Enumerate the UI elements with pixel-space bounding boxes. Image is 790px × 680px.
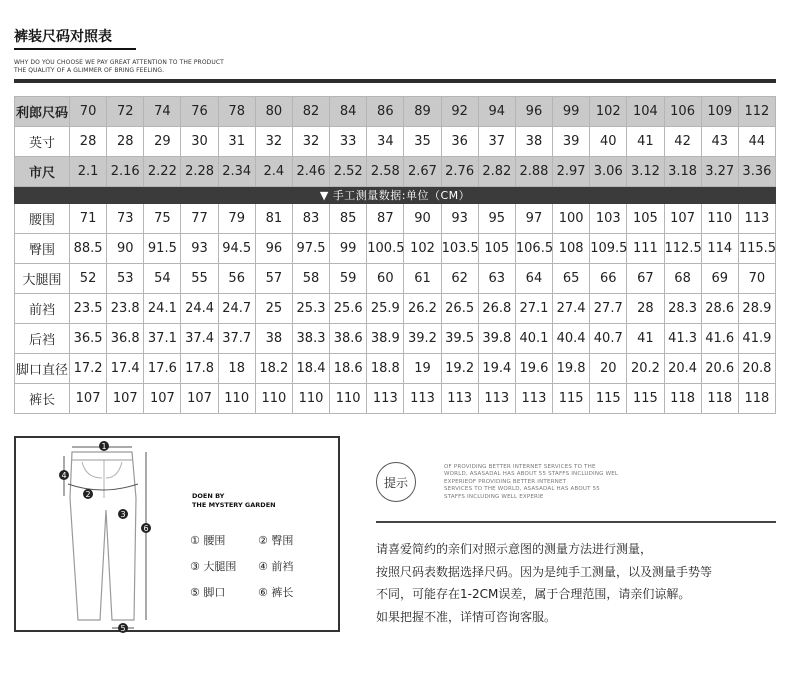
table-cell: 20 xyxy=(590,354,627,384)
marker-2-label: 2 xyxy=(85,490,91,499)
table-row xyxy=(15,234,776,264)
table-row xyxy=(15,294,776,324)
table-cell: 74 xyxy=(144,97,181,127)
table-cell: 113 xyxy=(404,384,441,414)
table-cell: 68 xyxy=(664,264,701,294)
table-cell: 2.52 xyxy=(330,157,367,187)
table-cell: 84 xyxy=(330,97,367,127)
table-cell: 18.2 xyxy=(255,354,292,384)
table-cell: 73 xyxy=(107,204,144,234)
table-cell: 2.58 xyxy=(367,157,404,187)
table-cell: 19.6 xyxy=(515,354,552,384)
table-row xyxy=(15,384,776,414)
table-cell: 40.1 xyxy=(515,324,552,354)
table-cell: 19.8 xyxy=(553,354,590,384)
table-cell: 81 xyxy=(255,204,292,234)
table-cell: 3.36 xyxy=(738,157,775,187)
legend-front-rise: ④ 前裆 xyxy=(258,560,294,573)
table-cell: 28.9 xyxy=(738,294,775,324)
table-cell: 20.6 xyxy=(701,354,738,384)
table-cell: 114 xyxy=(701,234,738,264)
table-cell: 104 xyxy=(627,97,664,127)
marker-2 xyxy=(83,489,93,499)
table-cell: 58 xyxy=(292,264,329,294)
table-row xyxy=(15,354,776,384)
table-cell: 40 xyxy=(590,127,627,157)
table-cell: 39.2 xyxy=(404,324,441,354)
table-cell: 25.9 xyxy=(367,294,404,324)
table-cell: 93 xyxy=(181,234,218,264)
marker-5 xyxy=(118,623,128,633)
table-cell: 113 xyxy=(367,384,404,414)
table-cell: 99 xyxy=(330,234,367,264)
table-cell: 89 xyxy=(404,97,441,127)
table-cell: 70 xyxy=(70,97,107,127)
table-cell: 20.2 xyxy=(627,354,664,384)
tip-english-line: STAFFS INCLUDING WELL EXPERIE xyxy=(444,493,544,500)
table-cell: 19.4 xyxy=(478,354,515,384)
measure-section-label: ▼ 手工测量数据:单位（CM） xyxy=(15,187,776,204)
table-cell: 25.6 xyxy=(330,294,367,324)
table-cell: 32 xyxy=(255,127,292,157)
table-cell: 23.8 xyxy=(107,294,144,324)
table-cell: 112 xyxy=(738,97,775,127)
table-cell: 103.5 xyxy=(441,234,478,264)
row-label: 脚口直径 xyxy=(15,354,70,384)
table-cell: 67 xyxy=(627,264,664,294)
table-cell: 25.3 xyxy=(292,294,329,324)
table-cell: 39 xyxy=(553,127,590,157)
tip-english-line: OF PROVIDING BETTER INTERNET SERVICES TO THE xyxy=(444,464,596,470)
pants-diagram xyxy=(50,438,162,634)
table-cell: 24.4 xyxy=(181,294,218,324)
table-cell: 2.67 xyxy=(404,157,441,187)
table-cell: 95 xyxy=(478,204,515,234)
row-label: 英寸 xyxy=(15,127,70,157)
table-cell: 38.6 xyxy=(330,324,367,354)
table-cell: 37.7 xyxy=(218,324,255,354)
table-cell: 36.5 xyxy=(70,324,107,354)
table-cell: 28 xyxy=(70,127,107,157)
marker-4 xyxy=(59,470,69,480)
table-cell: 2.4 xyxy=(255,157,292,187)
table-cell: 41.6 xyxy=(701,324,738,354)
table-cell: 85 xyxy=(330,204,367,234)
table-cell: 44 xyxy=(738,127,775,157)
marker-1 xyxy=(99,441,109,451)
table-cell: 52 xyxy=(70,264,107,294)
table-cell: 33 xyxy=(330,127,367,157)
table-cell: 100.5 xyxy=(367,234,404,264)
table-cell: 26.8 xyxy=(478,294,515,324)
table-cell: 102 xyxy=(404,234,441,264)
table-cell: 69 xyxy=(701,264,738,294)
brand-line-1: DOEN BY xyxy=(192,492,225,500)
table-cell: 79 xyxy=(218,204,255,234)
tip-english-line: WORLD, ASASADAL HAS ABOUT 55 STAFFS INCLUDING WEL xyxy=(444,471,619,478)
table-cell: 83 xyxy=(292,204,329,234)
row-label: 利郎尺码 xyxy=(15,97,70,127)
table-cell: 38 xyxy=(255,324,292,354)
pants-outline xyxy=(70,452,136,620)
top-divider xyxy=(14,79,776,83)
table-cell: 37 xyxy=(478,127,515,157)
table-cell: 110 xyxy=(218,384,255,414)
table-cell: 3.27 xyxy=(701,157,738,187)
table-cell: 80 xyxy=(255,97,292,127)
brand-label xyxy=(192,492,276,510)
table-cell: 17.6 xyxy=(144,354,181,384)
tagline-line-1: WHY DO YOU CHOOSE WE PAY GREAT ATTENTION TO THE PRODUCT xyxy=(14,59,224,66)
table-cell: 18 xyxy=(218,354,255,384)
table-cell: 18.4 xyxy=(292,354,329,384)
table-cell: 54 xyxy=(144,264,181,294)
note-divider xyxy=(376,521,776,523)
marker-4-label: 4 xyxy=(61,471,67,480)
table-cell: 115.5 xyxy=(738,234,775,264)
table-cell: 64 xyxy=(515,264,552,294)
table-cell: 40.4 xyxy=(553,324,590,354)
table-cell: 107 xyxy=(181,384,218,414)
tip-badge: 提示 xyxy=(376,462,416,502)
table-row xyxy=(15,204,776,234)
table-cell: 32 xyxy=(292,127,329,157)
tip-english-text xyxy=(444,464,644,501)
table-cell: 38.3 xyxy=(292,324,329,354)
marker-3 xyxy=(118,509,128,519)
table-cell: 96 xyxy=(255,234,292,264)
table-cell: 41.9 xyxy=(738,324,775,354)
table-cell: 26.2 xyxy=(404,294,441,324)
table-cell: 2.97 xyxy=(553,157,590,187)
marker-1-label: 1 xyxy=(101,442,107,451)
table-cell: 34 xyxy=(367,127,404,157)
table-cell: 97 xyxy=(515,204,552,234)
table-cell: 113 xyxy=(441,384,478,414)
table-cell: 115 xyxy=(627,384,664,414)
table-cell: 24.1 xyxy=(144,294,181,324)
tagline xyxy=(14,59,224,75)
table-cell: 28 xyxy=(107,127,144,157)
table-cell: 92 xyxy=(441,97,478,127)
table-cell: 2.16 xyxy=(107,157,144,187)
table-cell: 36 xyxy=(441,127,478,157)
tagline-line-2: THE QUALITY OF A GLIMMER OF BRING FEELING. xyxy=(14,67,165,74)
table-cell: 87 xyxy=(367,204,404,234)
table-cell: 71 xyxy=(70,204,107,234)
marker-6 xyxy=(141,523,151,533)
table-cell: 110 xyxy=(292,384,329,414)
table-cell: 90 xyxy=(404,204,441,234)
table-row xyxy=(15,324,776,354)
table-cell: 2.1 xyxy=(70,157,107,187)
table-cell: 88.5 xyxy=(70,234,107,264)
table-cell: 28 xyxy=(627,294,664,324)
table-cell: 2.34 xyxy=(218,157,255,187)
table-cell: 82 xyxy=(292,97,329,127)
table-cell: 18.6 xyxy=(330,354,367,384)
table-cell: 39.8 xyxy=(478,324,515,354)
table-cell: 105 xyxy=(478,234,515,264)
table-cell: 38 xyxy=(515,127,552,157)
row-label: 裤长 xyxy=(15,384,70,414)
table-cell: 66 xyxy=(590,264,627,294)
table-cell: 37.4 xyxy=(181,324,218,354)
table-cell: 115 xyxy=(553,384,590,414)
marker-5-label: 5 xyxy=(120,624,126,633)
table-cell: 60 xyxy=(367,264,404,294)
table-cell: 109 xyxy=(701,97,738,127)
table-row xyxy=(15,97,776,127)
row-label: 腰围 xyxy=(15,204,70,234)
table-cell: 86 xyxy=(367,97,404,127)
table-cell: 17.8 xyxy=(181,354,218,384)
table-cell: 109.5 xyxy=(590,234,627,264)
table-cell: 90 xyxy=(107,234,144,264)
table-cell: 37.1 xyxy=(144,324,181,354)
size-chart-table xyxy=(14,96,776,414)
table-cell: 62 xyxy=(441,264,478,294)
table-cell: 107 xyxy=(144,384,181,414)
table-cell: 113 xyxy=(515,384,552,414)
table-cell: 2.76 xyxy=(441,157,478,187)
table-cell: 110 xyxy=(255,384,292,414)
table-row xyxy=(15,127,776,157)
row-label: 臀围 xyxy=(15,234,70,264)
table-cell: 70 xyxy=(738,264,775,294)
table-cell: 39.5 xyxy=(441,324,478,354)
row-label: 后裆 xyxy=(15,324,70,354)
table-cell: 94 xyxy=(478,97,515,127)
table-cell: 19.2 xyxy=(441,354,478,384)
measure-section-header xyxy=(15,187,776,204)
note-line: 请喜爱简约的亲们对照示意图的测量方法进行测量， xyxy=(376,542,653,556)
table-cell: 94.5 xyxy=(218,234,255,264)
table-cell: 118 xyxy=(701,384,738,414)
table-cell: 55 xyxy=(181,264,218,294)
table-cell: 20.8 xyxy=(738,354,775,384)
table-cell: 75 xyxy=(144,204,181,234)
table-cell: 2.22 xyxy=(144,157,181,187)
table-cell: 28.3 xyxy=(664,294,701,324)
table-row xyxy=(15,157,776,187)
table-cell: 31 xyxy=(218,127,255,157)
table-cell: 30 xyxy=(181,127,218,157)
table-cell: 107 xyxy=(107,384,144,414)
table-cell: 53 xyxy=(107,264,144,294)
legend-length: ⑥ 裤长 xyxy=(258,586,294,599)
table-cell: 20.4 xyxy=(664,354,701,384)
table-cell: 24.7 xyxy=(218,294,255,324)
table-cell: 100 xyxy=(553,204,590,234)
table-cell: 19 xyxy=(404,354,441,384)
table-cell: 103 xyxy=(590,204,627,234)
note-line: 不同，可能存在1-2CM误差，属于合理范围，请亲们谅解。 xyxy=(376,587,691,601)
table-cell: 72 xyxy=(107,97,144,127)
table-cell: 18.8 xyxy=(367,354,404,384)
table-row xyxy=(15,264,776,294)
row-label: 大腿围 xyxy=(15,264,70,294)
table-cell: 106.5 xyxy=(515,234,552,264)
table-cell: 93 xyxy=(441,204,478,234)
table-cell: 118 xyxy=(664,384,701,414)
row-label: 前裆 xyxy=(15,294,70,324)
legend-hem: ⑤ 脚口 xyxy=(190,586,226,599)
table-cell: 78 xyxy=(218,97,255,127)
table-cell: 41 xyxy=(627,127,664,157)
table-cell: 2.82 xyxy=(478,157,515,187)
table-cell: 2.28 xyxy=(181,157,218,187)
table-cell: 110 xyxy=(330,384,367,414)
table-cell: 27.4 xyxy=(553,294,590,324)
table-cell: 3.12 xyxy=(627,157,664,187)
table-cell: 108 xyxy=(553,234,590,264)
legend-thigh: ③ 大腿围 xyxy=(190,560,237,573)
table-cell: 25 xyxy=(255,294,292,324)
table-cell: 3.18 xyxy=(664,157,701,187)
brand-line-2: THE MYSTERY GARDEN xyxy=(192,501,276,509)
table-cell: 61 xyxy=(404,264,441,294)
table-cell: 113 xyxy=(738,204,775,234)
page-title: 裤装尺码对照表 xyxy=(14,29,112,45)
table-cell: 35 xyxy=(404,127,441,157)
table-cell: 38.9 xyxy=(367,324,404,354)
table-cell: 17.2 xyxy=(70,354,107,384)
table-cell: 3.06 xyxy=(590,157,627,187)
table-cell: 113 xyxy=(478,384,515,414)
title-underline xyxy=(14,48,136,50)
table-cell: 111 xyxy=(627,234,664,264)
marker-6-label: 6 xyxy=(143,524,149,533)
table-cell: 77 xyxy=(181,204,218,234)
note-line: 如果把握不准，详情可咨询客服。 xyxy=(376,609,557,624)
marker-3-label: 3 xyxy=(120,510,126,519)
table-cell: 65 xyxy=(553,264,590,294)
table-cell: 28.6 xyxy=(701,294,738,324)
measure-note xyxy=(376,538,712,628)
table-cell: 42 xyxy=(664,127,701,157)
row-label: 市尺 xyxy=(15,157,70,187)
table-cell: 63 xyxy=(478,264,515,294)
table-cell: 96 xyxy=(515,97,552,127)
table-cell: 91.5 xyxy=(144,234,181,264)
table-cell: 107 xyxy=(70,384,107,414)
legend-waist: ① 腰围 xyxy=(190,534,226,547)
table-cell: 29 xyxy=(144,127,181,157)
table-cell: 97.5 xyxy=(292,234,329,264)
table-cell: 59 xyxy=(330,264,367,294)
table-cell: 36.8 xyxy=(107,324,144,354)
tip-english-line: SERVICES TO THE WORLD, ASASADAL HAS ABOUT 55 xyxy=(444,486,600,493)
table-cell: 2.88 xyxy=(515,157,552,187)
table-cell: 23.5 xyxy=(70,294,107,324)
table-cell: 27.1 xyxy=(515,294,552,324)
table-cell: 40.7 xyxy=(590,324,627,354)
table-cell: 41 xyxy=(627,324,664,354)
table-cell: 102 xyxy=(590,97,627,127)
table-cell: 17.4 xyxy=(107,354,144,384)
table-cell: 76 xyxy=(181,97,218,127)
table-cell: 27.7 xyxy=(590,294,627,324)
table-cell: 112.5 xyxy=(664,234,701,264)
note-line: 按照尺码表数据选择尺码。因为是纯手工测量，以及测量手势等 xyxy=(376,564,713,579)
table-cell: 43 xyxy=(701,127,738,157)
table-cell: 57 xyxy=(255,264,292,294)
table-cell: 107 xyxy=(664,204,701,234)
table-cell: 110 xyxy=(701,204,738,234)
table-cell: 26.5 xyxy=(441,294,478,324)
table-cell: 2.46 xyxy=(292,157,329,187)
tip-english-line: EXPERIEOF PROVIDING BETTER INTERNET xyxy=(444,478,567,485)
table-cell: 41.3 xyxy=(664,324,701,354)
legend-hip: ② 臀围 xyxy=(258,534,294,547)
table-cell: 56 xyxy=(218,264,255,294)
table-cell: 106 xyxy=(664,97,701,127)
table-cell: 115 xyxy=(590,384,627,414)
table-cell: 105 xyxy=(627,204,664,234)
table-cell: 118 xyxy=(738,384,775,414)
table-cell: 99 xyxy=(553,97,590,127)
